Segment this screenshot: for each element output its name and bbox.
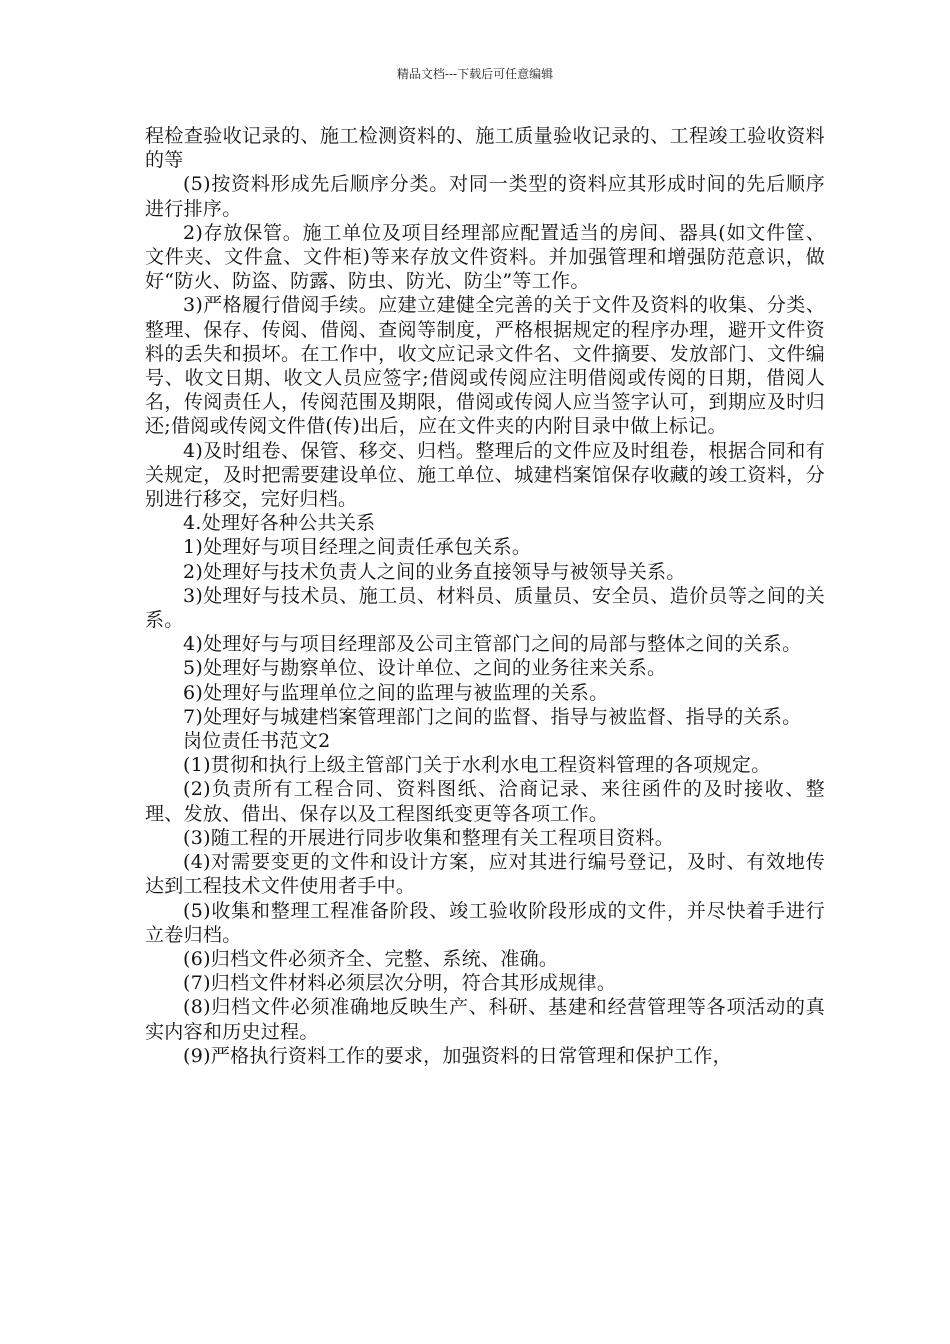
paragraph: (7)归档文件材料必须层次分明，符合其形成规律。 [183, 972, 617, 995]
paragraph: 7)处理好与城建档案管理部门之间的监督、指导与被监督、指导的关系。 [183, 705, 802, 728]
paragraph: (5)收集和整理工程准备阶段、竣工验收阶段形成的文件，并尽快着手进行立卷归档。 [145, 899, 825, 946]
paragraph: 6)处理好与监理单位之间的监理与被监理的关系。 [183, 681, 609, 704]
paragraph: 程检查验收记录的、施工检测资料的、施工质量验收记录的、工程竣工验收资料的等 [145, 125, 825, 172]
section-heading: 岗位责任书范文2 [183, 730, 331, 753]
paragraph: (8)归档文件必须准确地反映生产、科研、基建和经营管理等各项活动的真实内容和历史过程。 [145, 996, 825, 1043]
paragraph: (1)贯彻和执行上级主管部门关于水利水电工程资料管理的各项规定。 [183, 754, 771, 777]
paragraph: 3)处理好与技术员、施工员、材料员、质量员、安全员、造价员等之间的关系。 [145, 584, 825, 632]
page-header: 精品文档---下载后可任意编辑 [396, 67, 554, 81]
paragraph: 4)及时组卷、保管、移交、归档。整理后的文件应及时组卷，根据合同和有关规定，及时把需要建设单位、施工单位、城建档案馆保存收藏的竣工资料，分别进行移交，完好归档。 [145, 439, 825, 511]
paragraph: 2)处理好与技术负责人之间的业务直接领导与被领导关系。 [183, 560, 686, 583]
paragraph: 1)处理好与项目经理之间责任承包关系。 [183, 536, 532, 559]
paragraph: 2)存放保管。施工单位及项目经理部应配置适当的房间、器具(如文件筐、文件夹、文件盒、文件柜)等来存放文件资料。并加强管理和增强防范意识，做好“防火、防盗、防露、防虫、防光、防尘”等工作。 [145, 221, 825, 293]
paragraph: (6)归档文件必须齐全、完整、系统、准确。 [183, 947, 559, 970]
section-heading: 4.处理好各种公共关系 [183, 512, 376, 535]
paragraph: (4)对需要变更的文件和设计方案，应对其进行编号登记，及时、有效地传达到工程技术文件使用者手中。 [145, 851, 825, 898]
paragraph: (5)按资料形成先后顺序分类。对同一类型的资料应其形成时间的先后顺序进行排序。 [145, 173, 825, 220]
paragraph: 4)处理好与与项目经理部及公司主管部门之间的局部与整体之间的关系。 [183, 633, 802, 656]
paragraph: (3)随工程的开展进行同步收集和整理有关工程项目资料。 [183, 826, 675, 849]
paragraph: (2)负责所有工程合同、资料图纸、洽商记录、来往函件的及时接收、整理、发放、借出、保存以及工程图纸变更等各项工作。 [145, 778, 825, 825]
paragraph: (9)严格执行资料工作的要求，加强资料的日常管理和保护工作， [183, 1044, 732, 1067]
paragraph: 5)处理好与勘察单位、设计单位、之间的业务往来关系。 [183, 657, 667, 680]
paragraph: 3)严格履行借阅手续。应建立建健全完善的关于文件及资料的收集、分类、整理、保存、传阅、借阅、查阅等制度，严格根据规定的程序办理，避开文件资料的丢失和损坏。在工作中，收文应记录文件名、文件摘要、发放部门、文件编号、收文日期、收文人员应签字;借阅或传阅应注明借阅或传阅的日期，借阅人名，传阅责任人，传阅范围及期限，借阅或传阅人应当签字认可，到期应及时归还;借阅或传阅文件借(传)出后，应在文件夹的内附目录中做上标记。 [145, 294, 825, 438]
document-body [145, 124, 825, 1068]
